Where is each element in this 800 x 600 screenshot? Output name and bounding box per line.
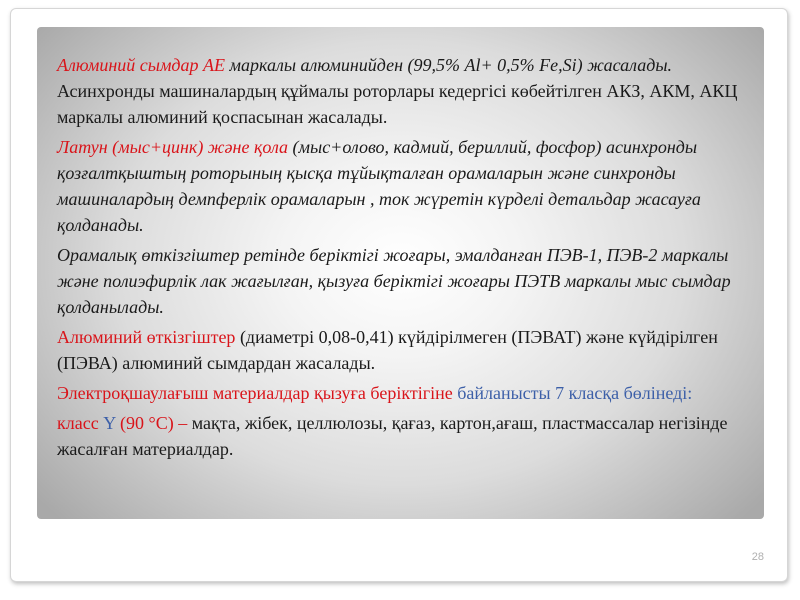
red-heading-text-2: (90 °С) –	[120, 413, 188, 433]
red-heading-text: Алюминий өткізгіштер	[57, 327, 236, 347]
red-heading-text: Алюминий сымдар АЕ	[57, 55, 226, 75]
paragraph-insulating-materials	[57, 380, 762, 406]
italic-text: маркалы алюминийден (99,5% Al+ 0,5% Fe,Si) жасалады.	[225, 55, 673, 75]
red-heading-text: Электроқшаулағыш материалдар қызуға беріктігіне	[57, 383, 453, 403]
paragraph-aluminium-conductors	[57, 324, 762, 376]
red-heading-text: Латун (мыс+цинк) және	[57, 137, 250, 157]
paragraph-winding-conductors	[57, 242, 762, 320]
page-number: 28	[751, 551, 764, 563]
italic-text: (мыс+олово, кадмий, бериллий, фосфор) асинхронды қозғалтқыштың роторының қысқа тұйықталған орамаларын және синхронды машиналардың демпферлік орамаларын , ток жүретін күрделі детальдар жасауға қолданады.	[57, 137, 701, 235]
slide-body-text	[57, 52, 762, 466]
blue-text: байланысты 7 класқа бөлінеді:	[452, 383, 693, 403]
red-heading-text-2: қола	[253, 137, 289, 157]
italic-text: Орамалық өткізгіштер ретінде беріктігі жоғары, эмалданған ПЭВ-1, ПЭВ-2 маркалы және полиэфирлік лак жағылған, қызуға беріктігі жоғары ПЭТВ маркалы мыс сымдар қолданылады.	[57, 245, 731, 317]
plain-text: (диаметрі 0,08-0,41) күйдірілмеген (ПЭВАТ) және күйдірілген (ПЭВА) алюминий сымдардан жасалады.	[57, 327, 718, 373]
paragraph-brass-bronze	[57, 134, 762, 238]
plain-text: Асинхронды машиналардың құймалы роторлары кедергісі көбейтілген АКЗ, АКМ, АКЦ маркалы алюминий қоспасынан жасалады.	[57, 81, 738, 127]
red-heading-text: класс	[57, 413, 99, 433]
paragraph-class-y	[57, 410, 762, 462]
blue-text: Y	[98, 413, 121, 433]
plain-text: мақта, жібек, целлюлозы, қағаз, картон,ағаш, пластмассалар негізінде жасалған материалдар.	[57, 413, 728, 459]
paragraph-aluminium-wires	[57, 52, 762, 130]
